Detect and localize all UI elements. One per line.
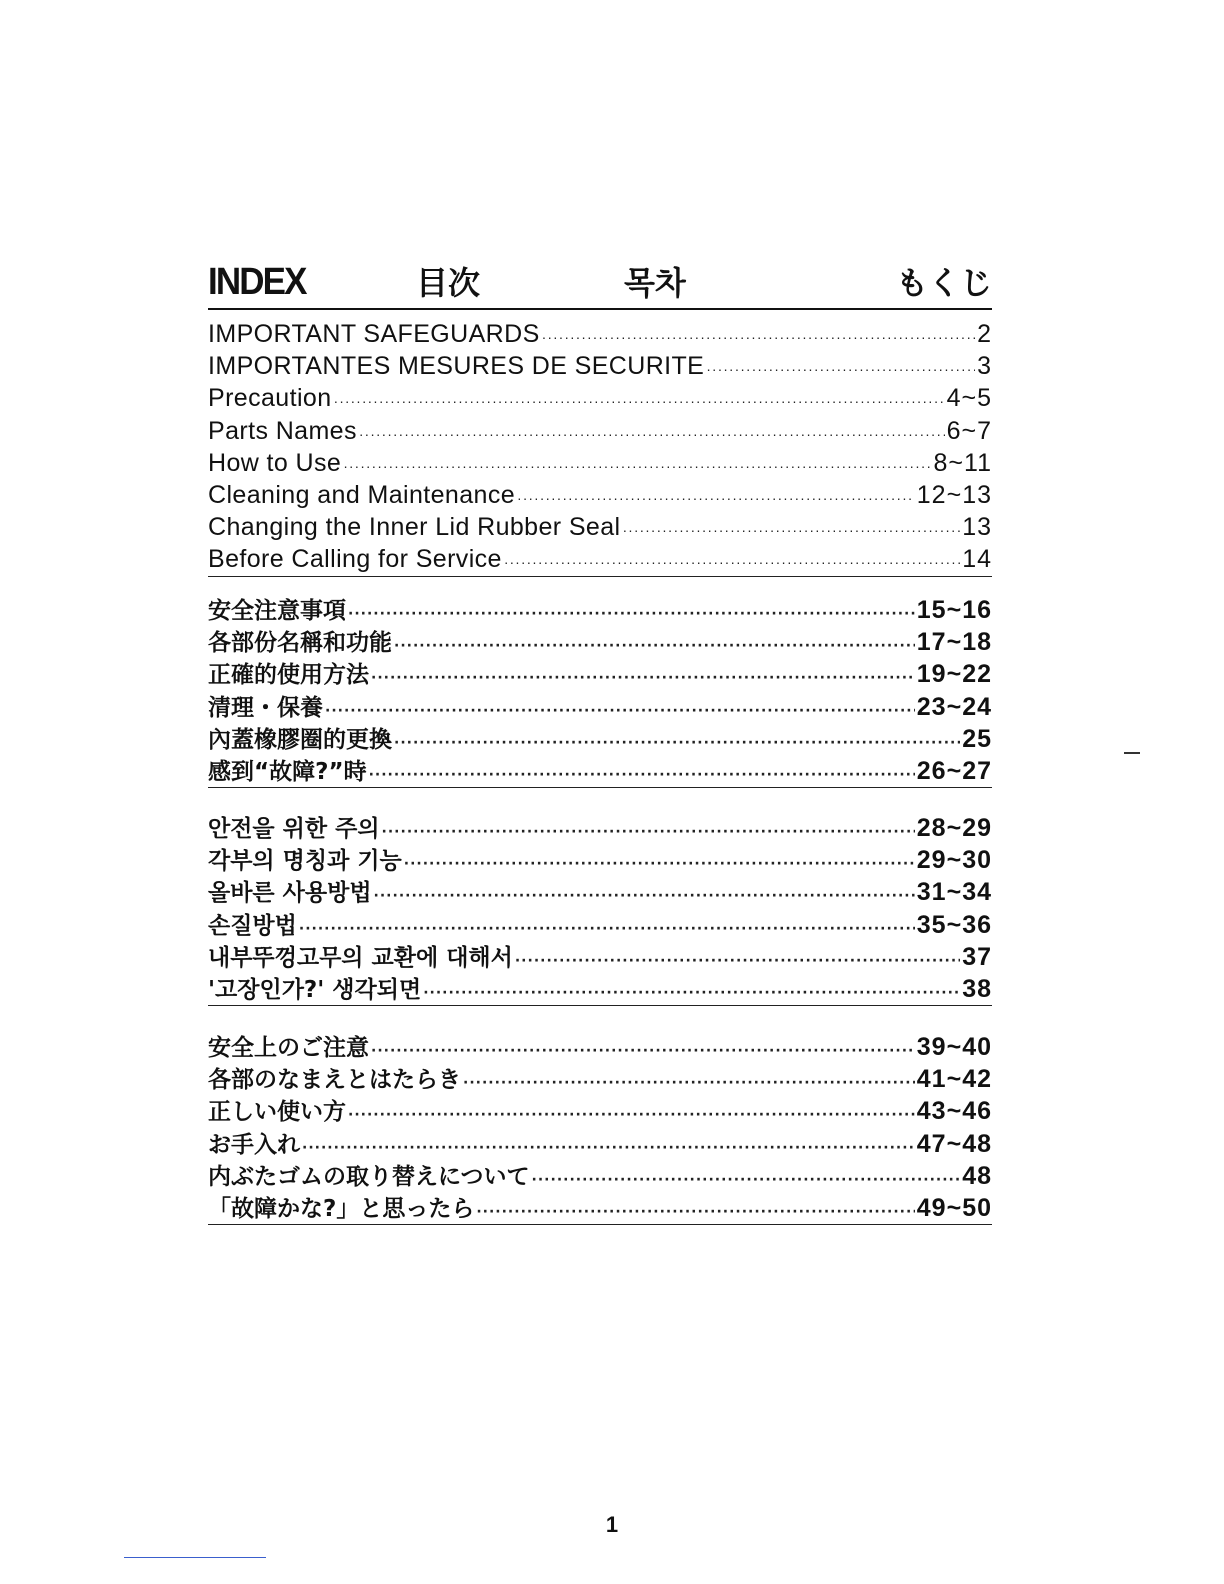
toc-entry xyxy=(208,723,992,755)
toc-entry xyxy=(208,594,992,626)
toc-entry-label: 각부의 명칭과 기능 xyxy=(208,848,402,875)
dot-leader xyxy=(532,1164,961,1196)
toc-entry xyxy=(208,691,992,723)
toc-entry xyxy=(208,350,992,382)
toc-entry-label: 内ぶたゴムの取り替えについて xyxy=(208,1163,530,1190)
dot-leader xyxy=(299,913,915,945)
dot-leader xyxy=(542,321,975,353)
section-japanese xyxy=(208,1031,992,1225)
toc-entry-label: '고장인가?' 생각되면 xyxy=(208,976,422,1003)
scan-edge-line xyxy=(124,1557,266,1558)
toc-entry xyxy=(208,658,992,690)
toc-entry-label: 손질방법 xyxy=(208,912,297,939)
dot-leader xyxy=(302,1132,915,1164)
toc-entry-page: 23~24 xyxy=(916,692,992,721)
dot-leader xyxy=(394,630,915,662)
dot-leader xyxy=(706,353,975,385)
toc-entry-page: 2 xyxy=(977,320,992,348)
toc-entry-label: 正確的使用方法 xyxy=(208,662,369,689)
dot-leader xyxy=(394,727,960,759)
toc-entry xyxy=(208,511,992,543)
toc-entry xyxy=(208,909,992,941)
toc-entry-label: 安全上のご注意 xyxy=(208,1035,369,1061)
toc-entry-label: Precaution xyxy=(208,384,332,413)
toc-entry xyxy=(208,1031,992,1063)
toc-entry-label: お手入れ xyxy=(208,1131,300,1158)
header-japanese-title: もくじ xyxy=(895,264,992,302)
dot-leader xyxy=(476,1196,914,1228)
header-korean-title: 목차 xyxy=(624,264,686,302)
section-korean xyxy=(208,812,992,1006)
dot-leader xyxy=(515,945,960,977)
toc-entry-page: 49~50 xyxy=(916,1193,992,1222)
toc-entry xyxy=(208,973,992,1005)
toc-entry-label: How to Use xyxy=(208,448,342,477)
toc-entry-label: 안전을 위한 주의 xyxy=(208,816,380,842)
toc-entry xyxy=(208,382,992,414)
toc-entry xyxy=(208,447,992,479)
toc-entry xyxy=(208,941,992,973)
toc-entry-label: 內蓋橡膠圈的更換 xyxy=(208,726,392,753)
toc-entry xyxy=(208,812,992,844)
toc-entry-label: 「故障かな?」と思ったら xyxy=(208,1195,475,1222)
toc-entry-label: Parts Names xyxy=(208,416,357,445)
toc-entry-page: 26~27 xyxy=(916,756,992,785)
dot-leader xyxy=(463,1067,915,1099)
toc-entry-page: 25 xyxy=(962,724,992,753)
toc-entry-label: 安全注意事項 xyxy=(208,598,346,624)
toc-entry-label: Cleaning and Maintenance xyxy=(208,480,516,509)
toc-entry-label: 感到“故障?”時 xyxy=(208,758,367,785)
toc-entry-page: 29~30 xyxy=(916,846,992,875)
index-header xyxy=(208,262,992,310)
dot-leader xyxy=(371,662,915,694)
toc-entry-page: 47~48 xyxy=(916,1129,992,1158)
header-english-title: INDEX xyxy=(208,261,306,303)
toc-entry xyxy=(208,626,992,658)
toc-entry-page: 31~34 xyxy=(916,878,992,907)
toc-entry xyxy=(208,1063,992,1095)
toc-entry-page: 14 xyxy=(962,545,992,574)
toc-entry-page: 39~40 xyxy=(916,1033,992,1061)
toc-entry xyxy=(208,318,992,350)
toc-entry-page: 41~42 xyxy=(916,1065,992,1094)
dot-leader xyxy=(517,482,915,514)
toc-entry-page: 12~13 xyxy=(916,480,992,509)
dot-leader xyxy=(343,450,931,482)
toc-entry-label: IMPORTANT SAFEGUARDS xyxy=(208,320,540,348)
section-english xyxy=(208,318,992,577)
toc-entry xyxy=(208,876,992,908)
toc-entry-label: 各部份名稱和功能 xyxy=(208,630,392,657)
toc-entry xyxy=(208,1095,992,1127)
toc-entry-page: 19~22 xyxy=(916,660,992,689)
toc-entry-label: 清理・保養 xyxy=(208,694,323,721)
toc-entry-label: Before Calling for Service xyxy=(208,545,502,574)
dot-leader xyxy=(359,418,945,450)
toc-entry-page: 6~7 xyxy=(946,416,992,445)
toc-entry-page: 4~5 xyxy=(946,384,992,413)
toc-entry-label: 各部のなまえとはたらき xyxy=(208,1067,461,1094)
section-chinese xyxy=(208,594,992,788)
dot-leader xyxy=(623,514,961,546)
toc-entry-label: IMPORTANTES MESURES DE SECURITE xyxy=(208,352,705,381)
margin-mark xyxy=(1124,752,1140,754)
dot-leader xyxy=(371,1035,915,1067)
toc-entry-page: 8~11 xyxy=(933,448,992,477)
toc-entry-label: 내부뚜껑고무의 교환에 대해서 xyxy=(208,944,513,971)
toc-entry xyxy=(208,755,992,787)
toc-entry-label: Changing the Inner Lid Rubber Seal xyxy=(208,513,621,542)
toc-entry xyxy=(208,1160,992,1192)
toc-entry-label: 正しい使い方 xyxy=(208,1099,346,1126)
toc-entry-page: 15~16 xyxy=(916,596,992,624)
toc-entry xyxy=(208,844,992,876)
toc-entry-page: 13 xyxy=(962,513,992,542)
dot-leader xyxy=(325,695,915,727)
toc-entry-page: 28~29 xyxy=(916,814,992,842)
dot-leader xyxy=(348,1099,915,1131)
dot-leader xyxy=(348,598,915,630)
page-number: 1 xyxy=(605,1512,619,1537)
dot-leader xyxy=(504,546,960,578)
dot-leader xyxy=(334,385,945,417)
toc-entry-label: 올바른 사용방법 xyxy=(208,880,372,907)
toc-entry-page: 43~46 xyxy=(916,1097,992,1126)
toc-entry xyxy=(208,415,992,447)
toc-entry xyxy=(208,543,992,575)
toc-entry-page: 17~18 xyxy=(916,628,992,657)
toc-entry-page: 35~36 xyxy=(916,910,992,939)
toc-entry xyxy=(208,1192,992,1224)
toc-entry-page: 37 xyxy=(962,942,992,971)
toc-entry xyxy=(208,1128,992,1160)
dot-leader xyxy=(369,759,915,791)
dot-leader xyxy=(382,816,915,848)
dot-leader xyxy=(404,848,915,880)
toc-entry-page: 38 xyxy=(962,974,992,1003)
dot-leader xyxy=(374,880,915,912)
dot-leader xyxy=(423,977,960,1009)
toc-entry xyxy=(208,479,992,511)
header-chinese-title: 目次 xyxy=(416,264,481,302)
toc-entry-page: 3 xyxy=(977,352,992,381)
toc-entry-page: 48 xyxy=(962,1161,992,1190)
